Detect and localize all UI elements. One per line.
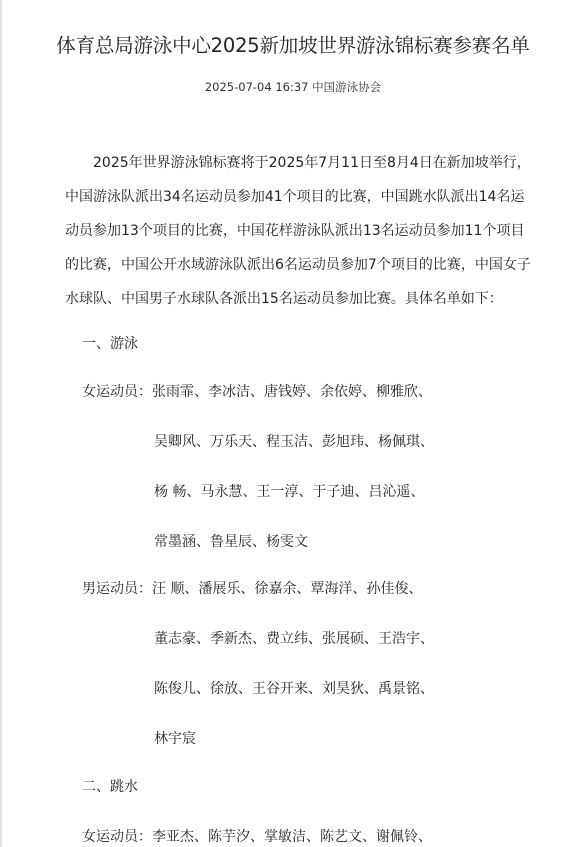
athlete-names-line: 汪 顺、潘展乐、徐嘉余、覃海洋、孙佳俊、	[152, 581, 423, 597]
group-label-women-diving: 女运动员：	[82, 829, 152, 845]
intro-text: 2025年世界游泳锦标赛将于2025年7月11日至8月4日在新加坡举行，中国游泳队派出34名运动员参加41个项目的比赛，中国跳水队派出14名运动员参加13个项目的比赛，中国花样游泳队派出13名运动员参加11个项目的比赛，中国公开水域游泳队派出6名运动员参加7个项目的比赛，中国女子水球队、中国男子水球队各派出15名运动员参加比赛。具体名单如下：	[65, 155, 531, 307]
group-label-women-swimming: 女运动员：	[82, 384, 152, 400]
athlete-names-line: 吴卿风、万乐天、程玉洁、彭旭玮、杨佩琪、	[154, 434, 434, 450]
document-meta: 2025-07-04 16:37 中国游泳协会	[204, 80, 382, 94]
athlete-names-line: 李亚杰、陈芋汐、掌敏洁、陈艺文、谢佩铃、	[152, 829, 432, 845]
intro-paragraph	[65, 146, 535, 316]
section-title-diving: 二、跳水	[82, 779, 138, 795]
group-label-men-swimming: 男运动员：	[82, 581, 152, 597]
athlete-names-line: 陈俊儿、徐放、王谷开来、刘昊狄、禹景铭、	[154, 681, 434, 697]
athlete-names-line: 林宇宸	[154, 731, 196, 747]
document-title: 体育总局游泳中心2025新加坡世界游泳锦标赛参赛名单	[56, 34, 530, 57]
section-title-swimming: 一、游泳	[82, 336, 138, 352]
athlete-names-line: 张雨霏、李冰洁、唐钱婷、余依婷、柳雅欣、	[152, 384, 432, 400]
athlete-names-line: 杨 畅、马永慧、王一淳、于子迪、吕沁遥、	[154, 484, 425, 500]
athlete-names-line: 董志豪、季新杰、费立纬、张展硕、王浩宇、	[154, 631, 434, 647]
athlete-names-line: 常墨涵、鲁星辰、杨雯文	[154, 534, 308, 550]
